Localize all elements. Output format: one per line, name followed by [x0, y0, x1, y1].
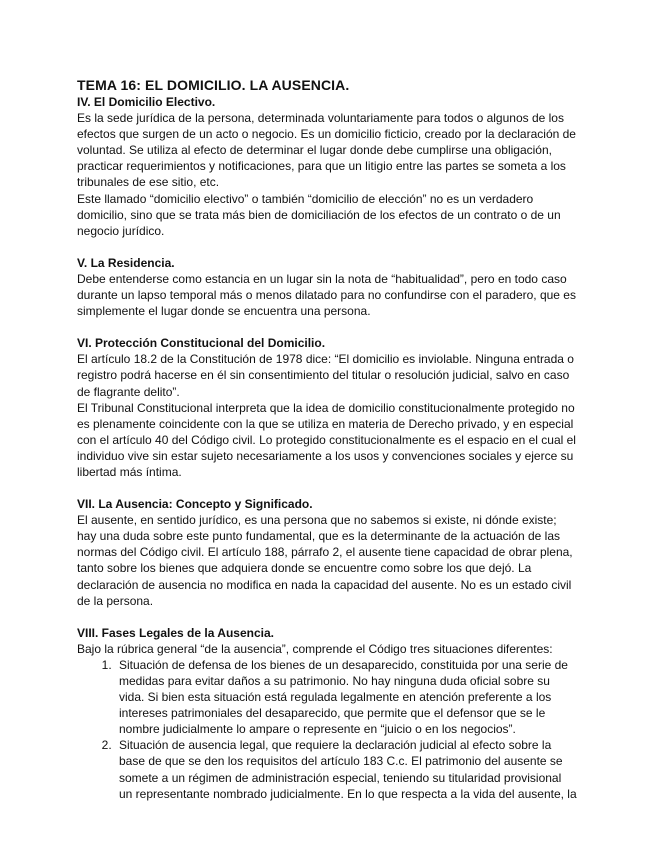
section-gap — [77, 319, 577, 335]
paragraph: Este llamado “domicilio electivo” o también “domicilio de elección” no es un verdadero domicilio, sino que se trata más bien de domiciliación de los efectos de un contrato o de un negocio jurídico. — [77, 191, 561, 238]
fases-list — [77, 657, 577, 802]
list-item: 1. Situación de defensa de los bienes de un desaparecido, constituida por una serie de medidas para evitar daños a su patrimonio. No hay ninguna duda oficial sobre su vida. Si bien esta situación está regulada legalmente en atención preferente a los intereses patrimoniales del desaparecido, que permite que el defensor que se le nombre judicialmente lo ampare o represente en “juicio o en los negocios”. — [115, 657, 577, 737]
section-gap — [77, 480, 577, 496]
section-heading-fases-legales: VIII. Fases Legales de la Ausencia. — [77, 625, 274, 640]
document-page — [77, 76, 577, 802]
paragraph: El ausente, en sentido jurídico, es una persona que no sabemos si existe, ni dónde existe; hay una duda sobre este punto fundamental, que es la determinante de la actuación de las normas del Código civil. El artículo 188, párrafo 2, el ausente tiene capacidad de obrar plena, tanto sobre los bienes que adquiera donde se encuentre como sobre los que dejó. La declaración de ausencia no modifica en nada la capacidad del ausente. No es un estado civil de la persona. — [77, 513, 573, 608]
paragraph: Es la sede jurídica de la persona, determinada voluntariamente para todos o algunos de los efectos que surgen de un acto o negocio. Es un domicilio ficticio, creado por la declaración de voluntad. Se utiliza al efecto de determinar el lugar donde debe cumplirse una obligación, practicar requerimientos y notificaciones, para que un litigio entre las partes se someta a los tribunales de ese sitio, etc. — [77, 111, 576, 190]
paragraph: El Tribunal Constitucional interpreta que la idea de domicilio constitucionalmente protegido no es plenamente coincidente con la que se utiliza en materia de Derecho privado, y en especial con el artículo 40 del Código civil. Lo protegido constitucionalmente es el espacio en el cual el individuo vive sin estar sujeto necesariamente a los usos y convenciones sociales y ejerce su libertad más íntima. — [77, 400, 576, 479]
document-title: TEMA 16: EL DOMICILIO. LA AUSENCIA. — [77, 77, 350, 93]
section-heading-ausencia-concepto: VII. La Ausencia: Concepto y Significado. — [77, 497, 313, 512]
section-heading-domicilio-electivo: IV. El Domicilio Electivo. — [77, 95, 216, 109]
section-heading-residencia: V. La Residencia. — [77, 255, 175, 270]
paragraph: Debe entenderse como estancia en un lugar sin la nota de “habitualidad”, pero en todo caso durante un lapso temporal más o menos dilatado para no confundirse con el paradero, que es simplemente el lugar donde se encuentra una persona. — [77, 271, 576, 319]
paragraph: Bajo la rúbrica general “de la ausencia”, comprende el Código tres situaciones diferentes: — [77, 641, 553, 656]
section-gap — [77, 609, 577, 625]
paragraph: El artículo 18.2 de la Constitución de 1978 dice: “El domicilio es inviolable. Ninguna entrada o registro podrá hacerse en él sin consentimiento del titular o resolución judicial, salvo en caso de flagrante delito”. — [77, 352, 574, 399]
section-gap — [77, 239, 577, 255]
list-item: 2. Situación de ausencia legal, que requiere la declaración judicial al efecto sobre la base de que se den los requisitos del artículo 183 C.c. El patrimonio del ausente se somete a un régimen de administración especial, teniendo su titularidad provisional un representante nombrado judicialmente. En lo que respecta a la vida del ausente, la — [115, 737, 577, 801]
section-heading-proteccion-constitucional: VI. Protección Constitucional del Domicilio. — [77, 336, 326, 351]
